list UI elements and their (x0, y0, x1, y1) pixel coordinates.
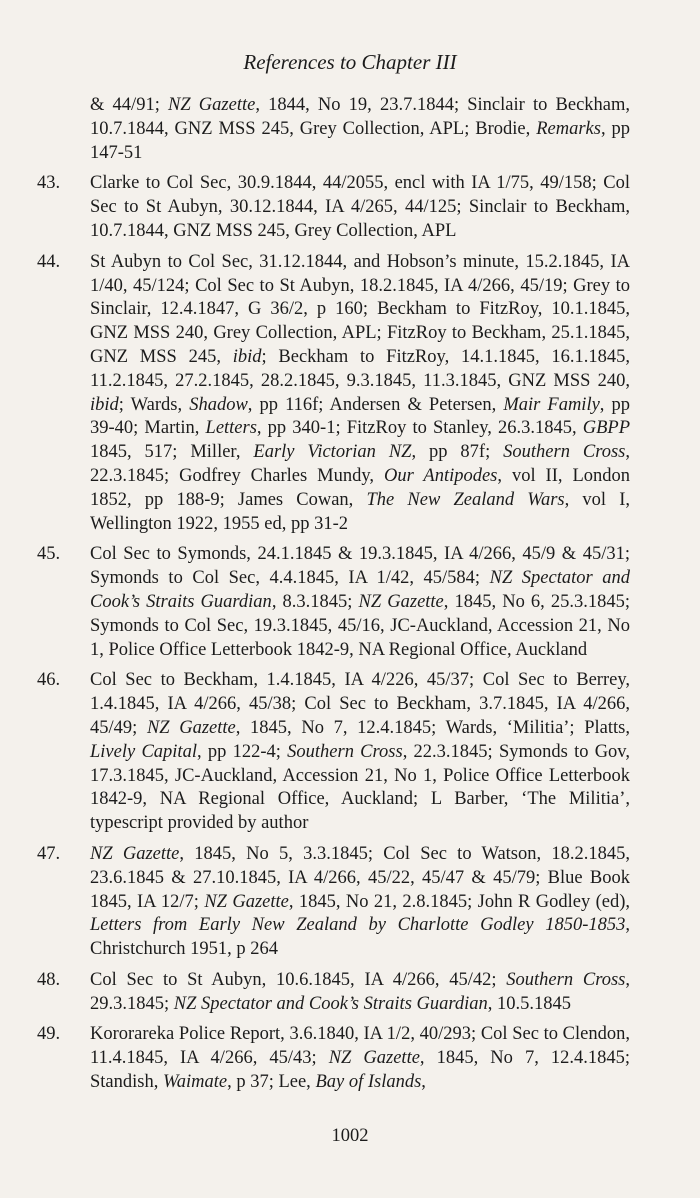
reference-list (37, 94, 631, 1102)
reference-entry (37, 843, 630, 962)
reference-number: 47. (37, 843, 61, 864)
reference-entry (37, 1023, 631, 1094)
reference-text: Col Sec to Symonds, 24.1.1845 & 19.3.1845, IA 4/266, 45/9 & 45/31; Symonds to Col Sec, 4.4.1845, IA 1/42, 45/584; NZ Spectator and Cook’s Straits Guardian, 8.3.1845; NZ Gazette, 1845, No 6, 25.3.1845; Symonds to Col Sec, 19.3.1845, 45/16, JC-Auckland, Accession 21, No 1, Police Office Letterbook 1842-9, NA Regional Office, Auckland (90, 544, 631, 660)
reference-text: & 44/91; NZ Gazette, 1844, No 19, 23.7.1844; Sinclair to Beckham, 10.7.1844, GNZ MSS 245, Grey Collection, APL; Brodie, Remarks, pp 147-51 (90, 95, 631, 163)
reference-number: 48. (37, 969, 61, 990)
reference-text: St Aubyn to Col Sec, 31.12.1844, and Hobson’s minute, 15.2.1845, IA 1/40, 45/124; Col Sec to St Aubyn, 18.2.1845, IA 4/266, 45/19; Grey to Sinclair, 12.4.1847, G 36/2, p 160; Beckham to FitzRoy, 10.1.1845, GNZ MSS 240, Grey Collection, APL; FitzRoy to Beckham, 25.1.1845, GNZ MSS 245, ibid; Beckham to FitzRoy, 14.1.1845, 16.1.1845, 11.2.1845, 27.2.1845, 28.2.1845, 9.3.1845, 11.3.1845, GNZ MSS 240, ibid; Wards, Shadow, pp 116f; Andersen & Petersen, Mair Family, pp 39-40; Martin, Letters, pp 340-1; FitzRoy to Stanley, 26.3.1845, GBPP 1845, 517; Miller, Early Victorian NZ, pp 87f; Southern Cross, 22.3.1845; Godfrey Charles Mundy, Our Antipodes, vol II, London 1852, pp 188-9; James Cowan, The New Zealand Wars, vol I, Wellington 1922, 1955 ed, pp 31-2 (90, 251, 631, 534)
reference-text: Kororareka Police Report, 3.6.1840, IA 1/2, 40/293; Col Sec to Clendon, 11.4.1845, IA 4/266, 45/43; NZ Gazette, 1845, No 7, 12.4.1845; Standish, Waimate, p 37; Lee, Bay of Islands, (90, 1024, 631, 1093)
reference-number: 43. (37, 173, 61, 194)
reference-text: Clarke to Col Sec, 30.9.1844, 44/2055, encl with IA 1/75, 49/158; Col Sec to St Aubyn, 30.12.1844, IA 4/265, 44/125; Sinclair to Beckham, 10.7.1844, GNZ MSS 245, Grey Collection, APL (90, 173, 630, 241)
reference-entry (37, 543, 631, 662)
reference-number: 49. (37, 1024, 61, 1045)
page-header: References to Chapter III (243, 50, 457, 74)
reference-text: Col Sec to St Aubyn, 10.6.1845, IA 4/266, 45/42; Southern Cross, 29.3.1845; NZ Spectator and Cook’s Straits Guardian, 10.5.1845 (90, 969, 630, 1014)
reference-entry (37, 251, 631, 537)
reference-entry (37, 969, 630, 1017)
page-number: 1002 (331, 1126, 369, 1146)
reference-number: 46. (37, 670, 61, 691)
reference-text: Col Sec to Beckham, 1.4.1845, IA 4/226, 45/37; Col Sec to Berrey, 1.4.1845, IA 4/266, 45/38; Col Sec to Beckham, 3.7.1845, IA 4/266, 45/49; NZ Gazette, 1845, No 7, 12.4.1845; Wards, ‘Militia’; Platts, Lively Capital, pp 122-4; Southern Cross, 22.3.1845; Symonds to Gov, 17.3.1845, JC-Auckland, Accession 21, No 1, Police Office Letterbook 1842-9, NA Regional Office, Auckland; L Barber, ‘The Militia’, typescript provided by author (90, 670, 630, 834)
reference-entry (37, 172, 630, 243)
reference-text: NZ Gazette, 1845, No 5, 3.3.1845; Col Sec to Watson, 18.2.1845, 23.6.1845 & 27.10.1845, IA 4/266, 45/22, 45/47 & 45/79; Blue Book 1845, IA 12/7; NZ Gazette, 1845, No 21, 2.8.1845; John R Godley (ed), Letters from Early New Zealand by Charlotte Godley 1850-1853, Christchurch 1951, p 264 (90, 843, 630, 960)
reference-number: 45. (37, 544, 61, 565)
reference-entry (37, 669, 630, 836)
reference-number: 44. (37, 251, 61, 272)
reference-entry (90, 94, 630, 165)
